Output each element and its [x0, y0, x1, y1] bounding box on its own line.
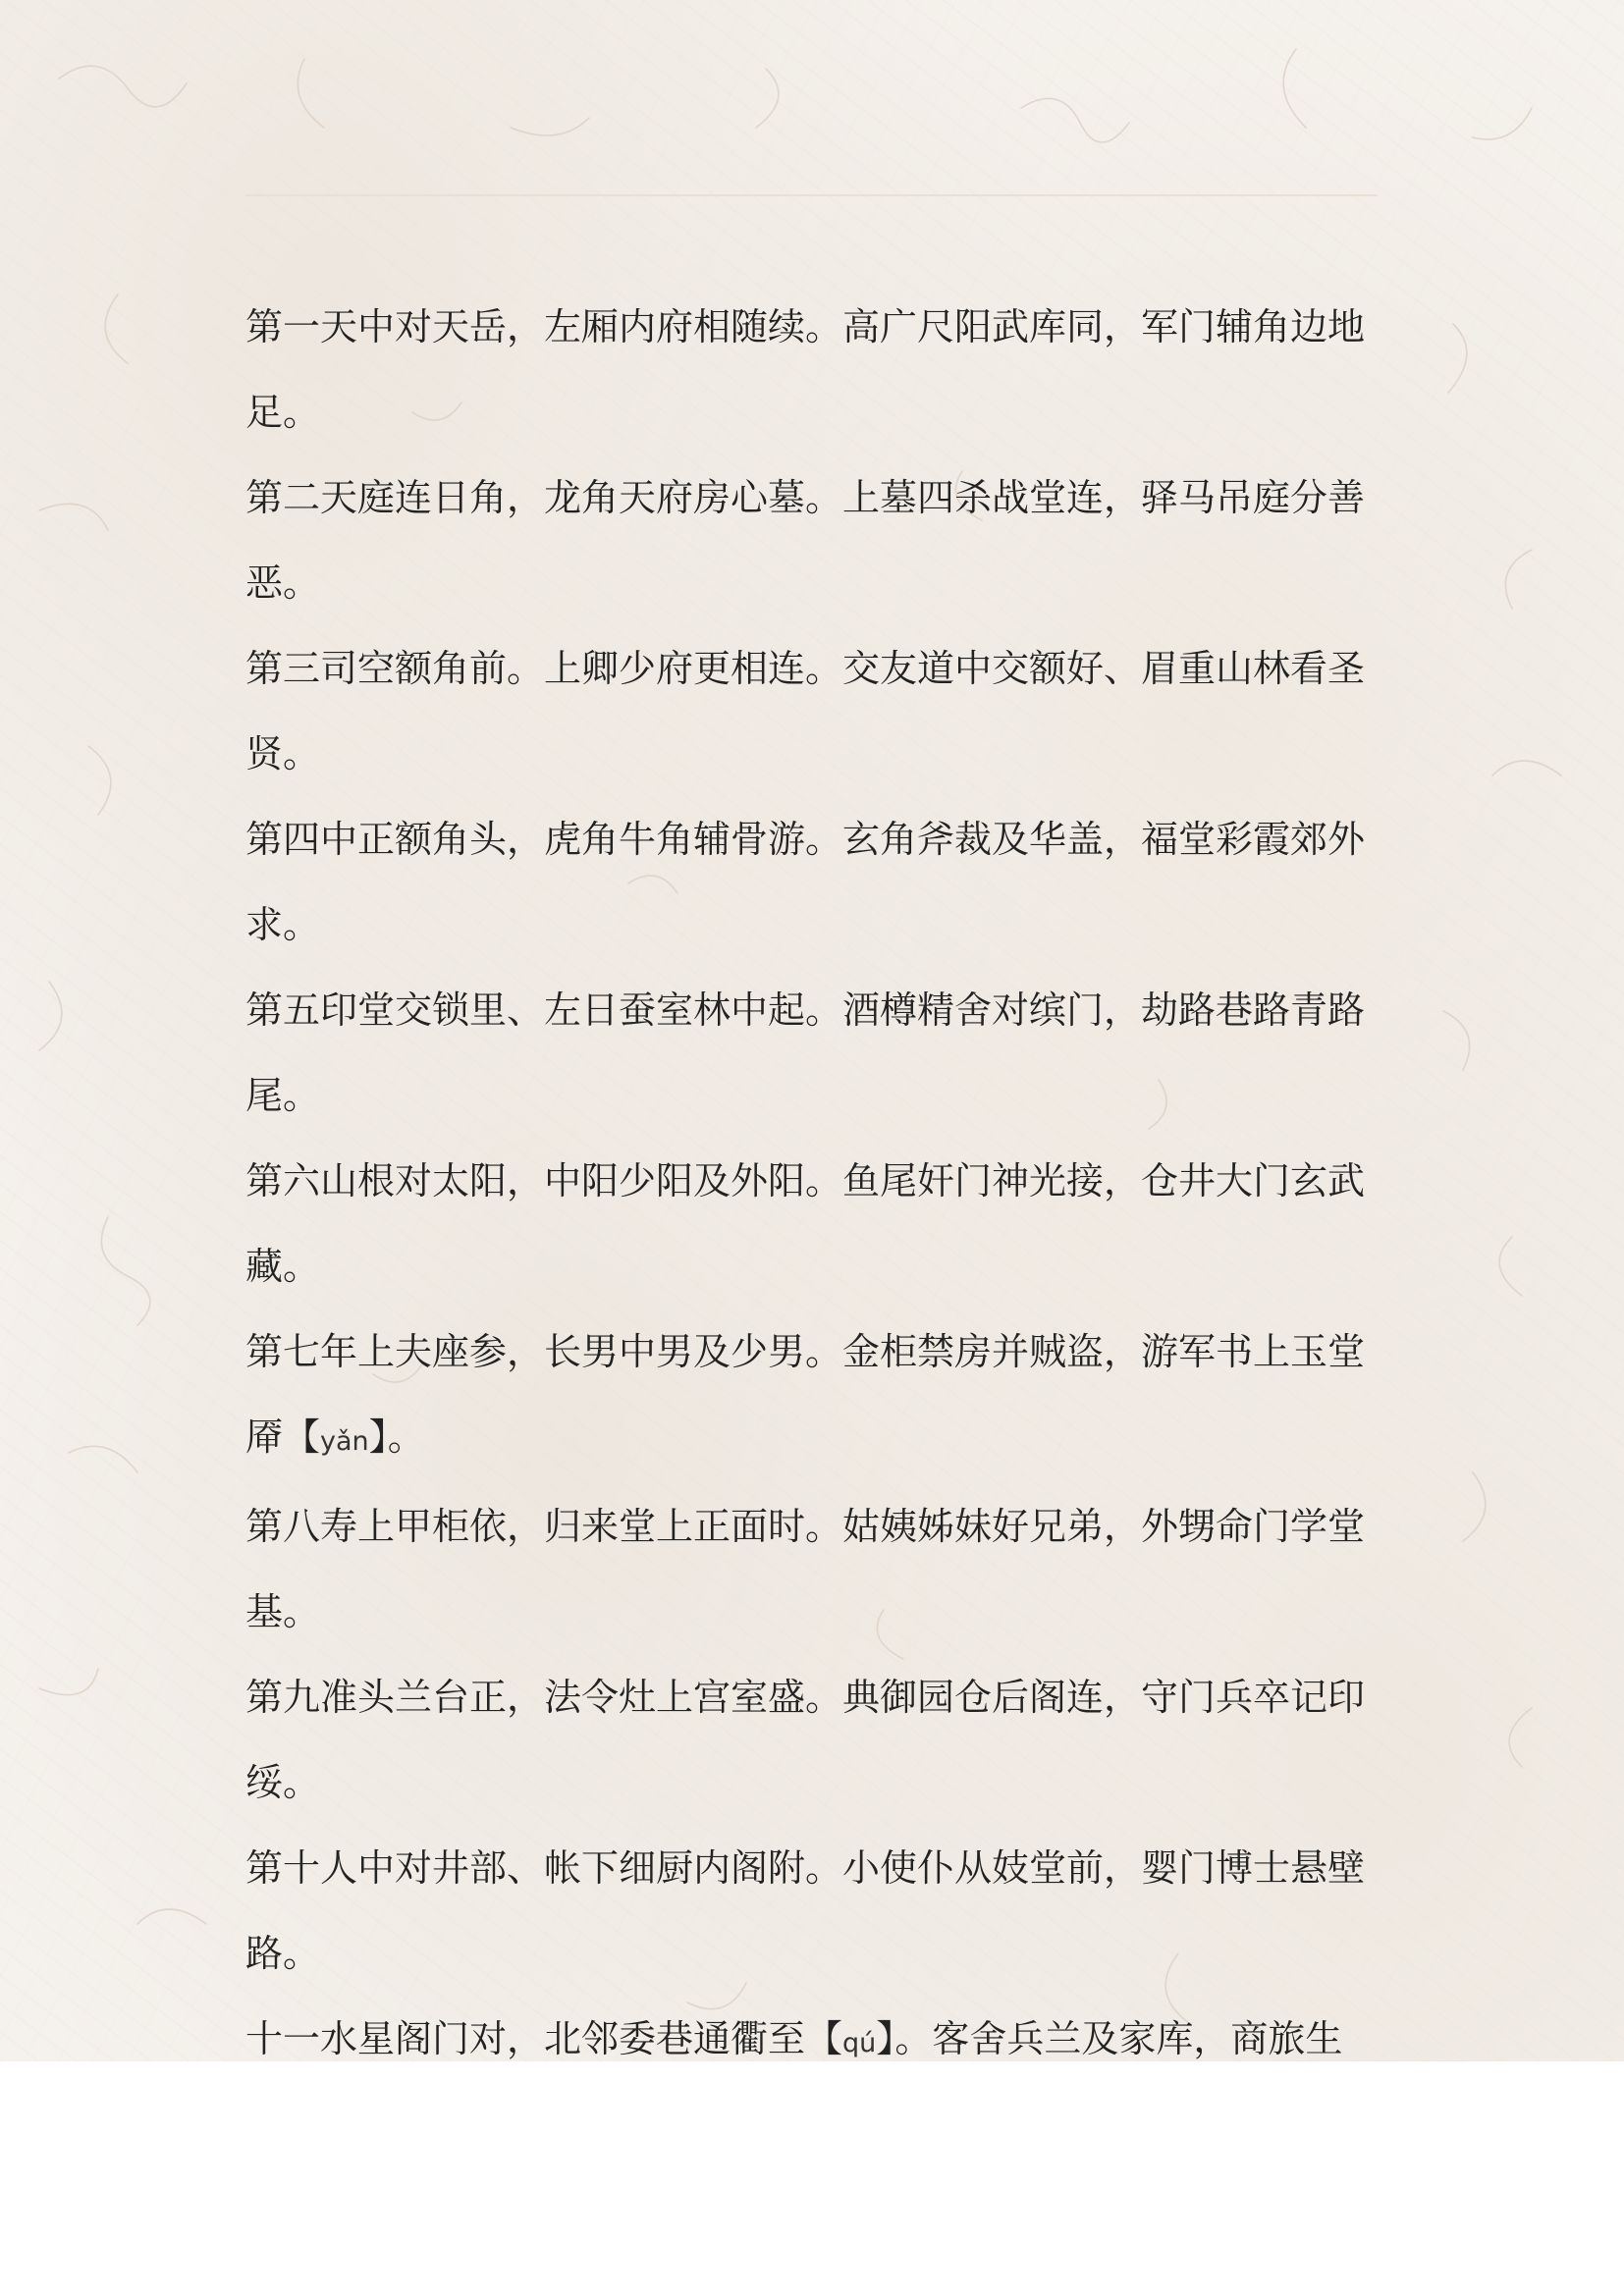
verse-punct: 。	[387, 1415, 425, 1459]
verse-line: 尾。	[245, 1074, 321, 1117]
verse-text-before: 十一水星阁门对，北邻委巷通衢至	[245, 2017, 806, 2060]
verse-paragraph	[245, 455, 1384, 626]
verse-paragraph	[245, 285, 1384, 455]
verse-line: 求。	[245, 903, 321, 946]
verse-line: 恶。	[245, 561, 321, 605]
verse-line: 第四中正额角头，虎角牛角辅骨游。玄角斧裁及华盖，福堂彩霞郊外	[245, 818, 1366, 861]
verse-paragraph	[245, 1139, 1384, 1309]
bracket-close: 】	[368, 1415, 388, 1459]
verse-line: 路。	[245, 1932, 321, 1975]
verse-paragraph	[245, 968, 1384, 1139]
pinyin-annotation: qú	[842, 2028, 877, 2058]
verse-line: 第七年上夫座参，长男中男及少男。金柜禁房并贼盗，游军书上玉堂	[245, 1330, 1366, 1373]
pinyin-annotation: yǎn	[320, 1426, 369, 1457]
verse-text-after: 。客舍兵兰及家库，商旅生	[894, 2017, 1343, 2060]
verse-line: 第八寿上甲柜依，归来堂上正面时。姑姨姊妹好兄弟，外甥命门学堂	[245, 1505, 1366, 1548]
verse-line: 基。	[245, 1590, 321, 1633]
verse-paragraph-partial	[245, 1997, 1384, 2061]
verse-line: 第二天庭连日角，龙角天府房心墓。上墓四杀战堂连，驿马吊庭分善	[245, 476, 1366, 519]
verse-paragraph	[245, 626, 1384, 797]
verse-line: 藏。	[245, 1245, 321, 1288]
verse-text-body	[245, 285, 1384, 2061]
verse-line-with-pinyin	[245, 1395, 1384, 1484]
bracket-close: 】	[876, 2017, 895, 2060]
verse-line: 第五印堂交锁里、左日蚕室林中起。酒樽精舍对缤门，劫路巷路青路	[245, 988, 1366, 1032]
verse-paragraph	[245, 1655, 1384, 1826]
verse-line: 第九准头兰台正，法令灶上宫室盛。典御园仓后阁连，守门兵卒记印	[245, 1676, 1366, 1719]
verse-paragraph	[245, 1826, 1384, 1997]
verse-paragraph	[245, 1309, 1384, 1484]
verse-line: 第一天中对天岳，左厢内府相随续。高广尺阳武库同，军门辅角边地	[245, 305, 1366, 348]
bracket-open: 【	[805, 2017, 843, 2060]
verse-line: 贤。	[245, 732, 321, 775]
verse-line: 足。	[245, 391, 321, 434]
verse-paragraph	[245, 1484, 1384, 1655]
verse-line: 第三司空额角前。上卿少府更相连。交友道中交额好、眉重山林看圣	[245, 647, 1366, 690]
verse-line-with-pinyin	[245, 1997, 1384, 2061]
bracket-open: 【	[283, 1415, 321, 1459]
verse-line: 绥。	[245, 1761, 321, 1804]
verse-line: 第六山根对太阳，中阳少阳及外阳。鱼尾奸门神光接，仓井大门玄武	[245, 1159, 1366, 1202]
verse-char: 厣	[245, 1415, 284, 1459]
verse-line: 第十人中对井部、帐下细厨内阁附。小使仆从妓堂前，婴门博士悬壁	[245, 1846, 1366, 1890]
header-divider	[245, 194, 1378, 196]
verse-paragraph	[245, 797, 1384, 968]
